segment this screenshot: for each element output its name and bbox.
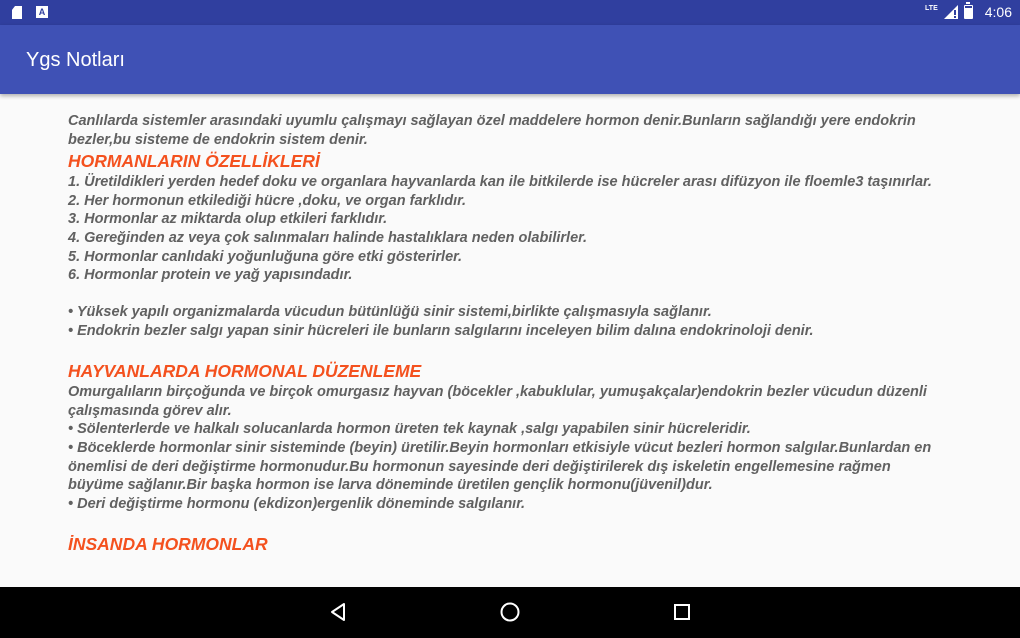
list-item: 3. Hormonlar az miktarda olup etkileri farklıdır. (68, 211, 388, 228)
status-bar (0, 0, 1020, 25)
recents-icon (672, 602, 692, 622)
navigation-bar (0, 587, 1020, 638)
clock: 4:06 (984, 4, 1012, 20)
bullet-item: • Endokrin bezler salgı yapan sinir hücreleri ile bunların salgılarını inceleyen bilim dalına endokrinoloji denir. (68, 322, 814, 339)
bullet-item: • Böceklerde hormonlar sinir sisteminde (beyin) üretilir.Beyin hormonları etkisiyle vücut bezleri hormon salgılar.Bunlardan en önemlisi de deri değiştirme hormonudur.Bu hormonun sayesinde deri değiştirilerek dış iskeletin engellemesine rağmen büyüme sağlanır.Bir başka hormon ise larva döneminde üretilen gençlik hormonu(jüvenil)dur. (68, 439, 932, 494)
section-heading-human-hormones: İNSANDA HORMONLAR (68, 533, 268, 554)
sd-card-icon (12, 6, 22, 19)
back-icon (328, 602, 348, 622)
section-heading-hormone-properties: HORMANLARIN ÖZELLİKLERİ (68, 151, 320, 172)
intro-paragraph: Canlılarda sistemler arasındaki uyumlu çalışmayı sağlayan özel maddelere hormon denir.Bunların sağlandığı yere endokrin bezler,bu sisteme de endokrin sistem denir. (68, 113, 916, 148)
notification-a-icon: A (36, 6, 48, 18)
home-button[interactable] (497, 599, 523, 625)
bullet-item: • Deri değiştirme hormonu (ekdizon)ergenlik döneminde salgılanır. (68, 495, 526, 512)
list-item: 1. Üretildikleri yerden hedef doku ve organlara hayvanlarda kan ile bitkilerde ise hücreler arası difüzyon ile floemle3 taşınırlar. (68, 174, 932, 191)
home-icon (499, 601, 521, 623)
list-item: 4. Gereğinden az veya çok salınmaları halinde hastalıklara neden olabilirler. (68, 229, 587, 246)
recents-button[interactable] (669, 599, 695, 625)
battery-icon (964, 5, 973, 19)
bullet-item: • Yüksek yapılı organizmalarda vücudun bütünlüğü sinir sistemi,birlikte çalışmasıyla sağlanır. (68, 304, 712, 321)
network-type-label: LTE (925, 5, 938, 12)
content-scroll-area[interactable] (0, 94, 1020, 587)
section-heading-animal-hormonal-regulation: HAYVANLARDA HORMONAL DÜZENLEME (68, 361, 422, 382)
paragraph: Omurgalıların birçoğunda ve birçok omurgasız hayvan (böcekler ,kabuklular, yumuşakçalar)endokrin bezler vücudun düzenli çalışmasında görev alır. (68, 384, 927, 419)
battery-level-fill (965, 8, 972, 18)
app-bar (0, 25, 1020, 94)
list-item: 5. Hormonlar canlıdaki yoğunluğuna göre etki gösterirler. (68, 248, 463, 265)
bullet-item: • Sölenterlerde ve halkalı solucanlarda hormon üreten tek kaynak ,salgı yapabilen sinir hücreleridir. (68, 421, 751, 438)
signal-icon (944, 5, 958, 19)
app-title: Ygs Notları (26, 49, 125, 71)
list-item: 6. Hormonlar protein ve yağ yapısındadır. (68, 267, 353, 284)
back-button[interactable] (325, 599, 351, 625)
article (68, 112, 948, 556)
list-item: 2. Her hormonun etkilediği hücre ,doku, ve organ farklıdır. (68, 192, 467, 209)
